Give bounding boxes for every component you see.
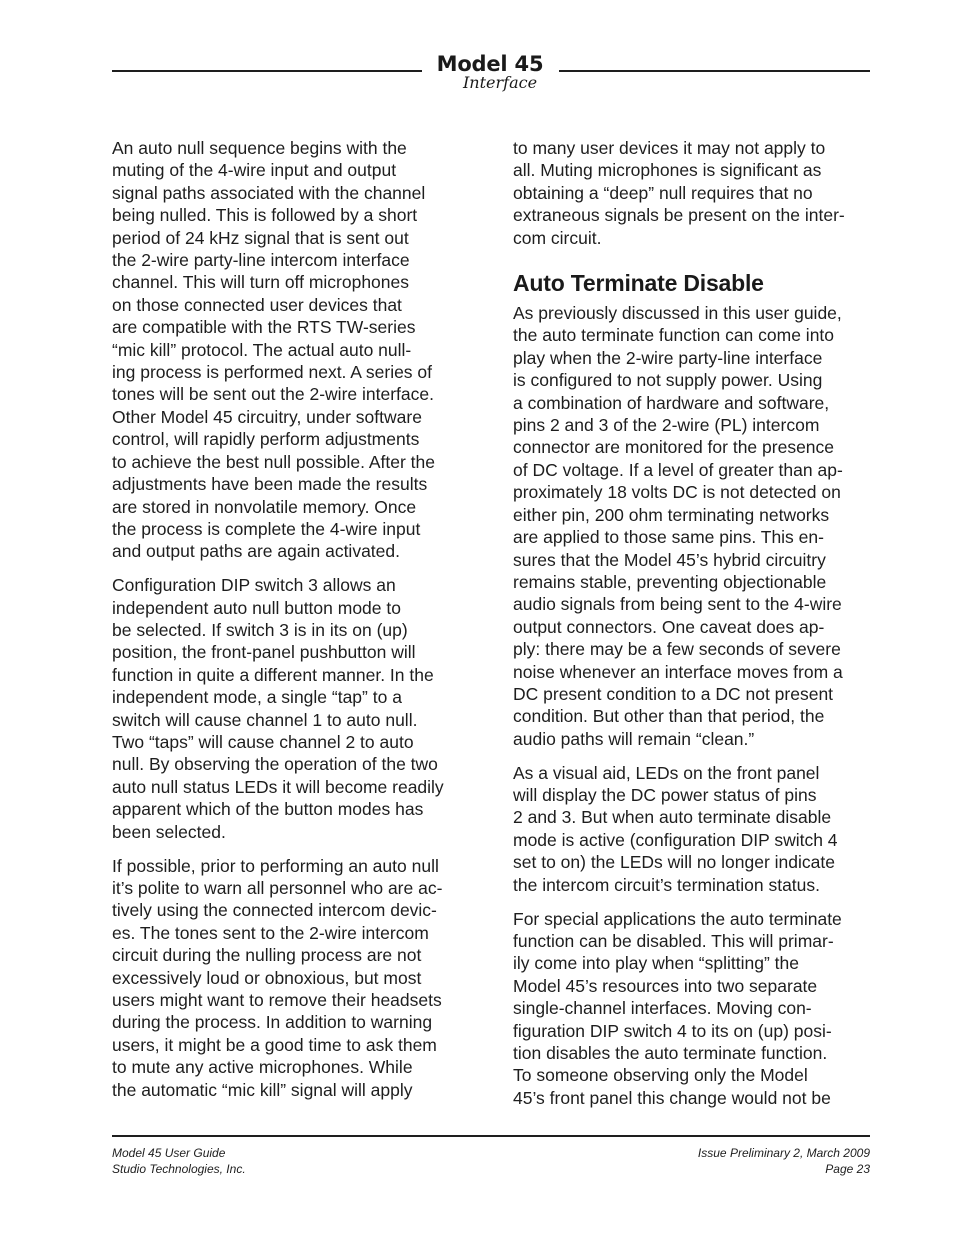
- text-line: on those connected user devices that: [112, 294, 402, 315]
- text-line: the intercom circuit’s termination status.: [513, 874, 821, 895]
- text-line: function in quite a different manner. In the: [112, 664, 434, 685]
- text-line: As previously discussed in this user guide,: [513, 303, 842, 324]
- text-line: An auto null sequence begins with the: [112, 138, 407, 158]
- text-line: null. By observing the operation of the two: [112, 754, 438, 775]
- text-line: apparent which of the button modes has: [112, 799, 424, 820]
- text-line: “mic kill” protocol. The actual auto null-: [112, 339, 412, 360]
- text-line: signal paths associated with the channel: [112, 182, 426, 203]
- body-paragraph: [513, 302, 879, 750]
- text-line: pins 2 and 3 of the 2-wire (PL) intercom: [513, 415, 820, 436]
- text-line: of DC voltage. If a level of greater than ap-: [513, 459, 843, 480]
- text-line: excessively loud or obnoxious, but most: [112, 967, 422, 988]
- text-line: function can be disabled. This will primar-: [513, 931, 834, 951]
- text-line: switch will cause channel 1 to auto null.: [112, 709, 418, 730]
- text-line: output connectors. One caveat does ap-: [513, 616, 825, 637]
- text-line: auto null status LEDs it will become readily: [112, 776, 444, 797]
- footer-guide-title: Model 45 User Guide: [112, 1146, 226, 1160]
- text-line: independent mode, a single “tap” to a: [112, 687, 402, 708]
- text-line: Two “taps” will cause channel 2 to auto: [112, 732, 414, 753]
- text-line: the auto terminate function can come into: [513, 325, 835, 346]
- text-line: obtaining a “deep” null requires that no: [513, 182, 813, 203]
- body-paragraph: [513, 908, 879, 1110]
- text-line: Other Model 45 circuitry, under software: [112, 406, 422, 427]
- text-line: users might want to remove their headsets: [112, 990, 442, 1011]
- text-line: control, will rapidly perform adjustments: [112, 429, 420, 450]
- text-line: period of 24 kHz signal that is sent out: [112, 227, 409, 248]
- text-line: to achieve the best null possible. After the: [112, 451, 435, 472]
- text-line: audio paths will remain “clean.”: [513, 728, 755, 749]
- text-line: channel. This will turn off microphones: [112, 272, 410, 293]
- text-line: remains stable, preventing objectionable: [513, 571, 827, 592]
- logo-model-text: Model 45: [436, 52, 544, 76]
- text-line: tively using the connected intercom devic-: [112, 900, 437, 921]
- footer-page-number: Page 23: [825, 1161, 870, 1176]
- body-paragraph: [112, 137, 478, 563]
- text-line: ing process is performed next. A series of: [112, 362, 433, 383]
- text-line: set to on) the LEDs will no longer indicate: [513, 852, 835, 873]
- text-line: noise whenever an interface moves from a: [513, 661, 843, 682]
- text-line: mode is active (configuration DIP switch 4: [513, 829, 838, 850]
- text-line: com circuit.: [513, 227, 602, 248]
- model-45-logo: [424, 52, 556, 90]
- text-line: connector are monitored for the presence: [513, 437, 835, 458]
- text-line: be selected. If switch 3 is in its on (up): [112, 620, 408, 641]
- text-line: adjustments have been made the results: [112, 474, 428, 495]
- text-line: single-channel interfaces. Moving con-: [513, 998, 812, 1019]
- text-line: all. Muting microphones is significant as: [513, 160, 822, 181]
- text-line: muting of the 4-wire input and output: [112, 160, 397, 181]
- text-line: As a visual aid, LEDs on the front panel: [513, 762, 820, 783]
- right-column: [513, 137, 879, 1121]
- text-line: been selected.: [112, 821, 226, 842]
- text-line: the 2-wire party-line intercom interface: [112, 250, 410, 271]
- text-line: users, it might be a good time to ask them: [112, 1034, 437, 1055]
- text-line: are applied to those same pins. This en-: [513, 527, 824, 548]
- body-paragraph: [513, 762, 879, 896]
- text-line: are stored in nonvolatile memory. Once: [112, 496, 417, 517]
- text-line: To someone observing only the Model: [513, 1065, 808, 1086]
- text-line: For special applications the auto terminate: [513, 908, 842, 929]
- text-line: Configuration DIP switch 3 allows an: [112, 575, 396, 596]
- text-line: figuration DIP switch 4 to its on (up) posi-: [513, 1020, 832, 1041]
- text-line: proximately 18 volts DC is not detected on: [513, 482, 841, 503]
- text-line: is configured to not supply power. Using: [513, 370, 823, 391]
- text-line: condition. But other than that period, the: [513, 706, 825, 727]
- text-line: are compatible with the RTS TW-series: [112, 317, 416, 338]
- body-paragraph: [513, 137, 879, 249]
- text-line: DC present condition to a DC not present: [513, 683, 834, 704]
- header-rule-right: [559, 70, 870, 72]
- text-line: circuit during the nulling process are not: [112, 945, 422, 966]
- text-line: extraneous signals be present on the inter-: [513, 205, 845, 226]
- text-line: es. The tones sent to the 2-wire intercom: [112, 922, 429, 943]
- text-line: sures that the Model 45’s hybrid circuitry: [513, 549, 826, 570]
- text-line: position, the front-panel pushbutton will: [112, 642, 416, 663]
- text-line: ply: there may be a few seconds of severe: [513, 639, 841, 660]
- text-line: being nulled. This is followed by a short: [112, 205, 418, 226]
- text-line: tones will be sent out the 2-wire interface.: [112, 384, 434, 405]
- footer-right: [698, 1146, 870, 1177]
- footer-rule: [112, 1135, 870, 1137]
- left-column: [112, 137, 478, 1113]
- text-line: will display the DC power status of pins: [513, 785, 817, 806]
- footer-issue: Issue Preliminary 2, March 2009: [697, 1146, 870, 1160]
- text-line: the process is complete the 4-wire input: [112, 518, 421, 539]
- text-line: tion disables the auto terminate function.: [513, 1043, 828, 1064]
- text-line: it’s polite to warn all personnel who are ac-: [112, 878, 443, 898]
- header-rule-left: [112, 70, 422, 72]
- footer-left: [112, 1146, 246, 1177]
- text-line: If possible, prior to performing an auto null: [112, 855, 439, 876]
- footer-company: Studio Technologies, Inc.: [112, 1161, 246, 1176]
- logo-interface-text: Interface: [462, 73, 538, 92]
- text-line: during the process. In addition to warning: [112, 1012, 433, 1033]
- text-line: and output paths are again activated.: [112, 541, 400, 562]
- text-line: play when the 2-wire party-line interface: [513, 347, 823, 368]
- text-line: the automatic “mic kill” signal will apply: [112, 1079, 413, 1100]
- text-line: Model 45’s resources into two separate: [513, 975, 818, 996]
- section-heading: Auto Terminate Disable: [513, 270, 764, 297]
- text-line: either pin, 200 ohm terminating networks: [513, 504, 830, 525]
- text-line: independent auto null button mode to: [112, 597, 401, 618]
- text-line: to many user devices it may not apply to: [513, 138, 826, 158]
- text-line: audio signals from being sent to the 4-wire: [513, 594, 842, 615]
- text-line: a combination of hardware and software,: [513, 392, 830, 413]
- body-paragraph: [112, 574, 478, 843]
- text-line: to mute any active microphones. While: [112, 1057, 413, 1078]
- text-line: ily come into play when “splitting” the: [513, 953, 799, 974]
- text-line: 45’s front panel this change would not be: [513, 1087, 831, 1108]
- text-line: 2 and 3. But when auto terminate disable: [513, 807, 832, 828]
- body-paragraph: [112, 855, 478, 1101]
